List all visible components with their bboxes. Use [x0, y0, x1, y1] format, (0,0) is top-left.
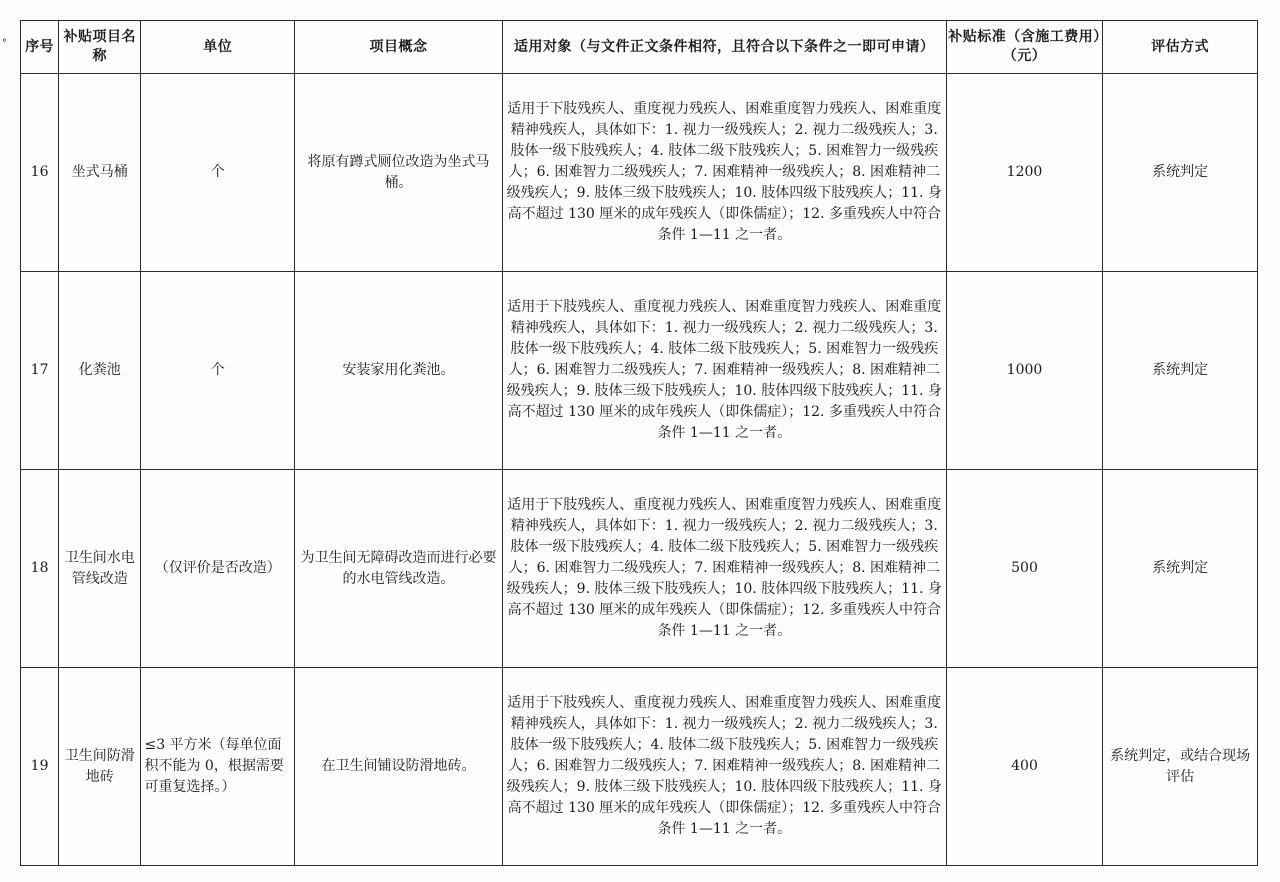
header-unit: 单位	[141, 21, 295, 74]
row-standard: 1200	[946, 74, 1103, 272]
row-unit: ≤3 平方米（每单位面积不能为 0，根据需要可重复选择。）	[141, 668, 295, 866]
table-header-row	[21, 21, 1258, 74]
table-row	[21, 74, 1258, 272]
subsidy-table	[20, 20, 1258, 866]
row-method: 系统判定，或结合现场评估	[1103, 668, 1258, 866]
header-target: 适用对象（与文件正文条件相符，且符合以下条件之一即可申请）	[502, 21, 946, 74]
row-no: 16	[21, 74, 59, 272]
row-method: 系统判定	[1103, 470, 1258, 668]
row-concept: 为卫生间无障碍改造而进行必要的水电管线改造。	[295, 470, 503, 668]
row-unit: 个	[141, 74, 295, 272]
row-standard: 1000	[946, 272, 1103, 470]
row-concept: 在卫生间铺设防滑地砖。	[295, 668, 503, 866]
table-row	[21, 470, 1258, 668]
row-unit: （仅评价是否改造）	[141, 470, 295, 668]
row-target: 适用于下肢残疾人、重度视力残疾人、困难重度智力残疾人、困难重度精神残疾人，具体如下：1. 视力一级残疾人；2. 视力二级残疾人；3. 肢体一级下肢残疾人；4. 肢体二级下肢残疾人；5. 困难智力一级残疾人；6. 困难智力二级残疾人；7. 困难精神一级残疾人；8. 困难精神二级残疾人；9. 肢体三级下肢残疾人；10. 肢体四级下肢残疾人；11. 身高不超过 130 厘米的成年残疾人（即侏儒症）；12. 多重残疾人中符合条件 1—11 之一者。	[502, 272, 946, 470]
row-target: 适用于下肢残疾人、重度视力残疾人、困难重度智力残疾人、困难重度精神残疾人，具体如下：1. 视力一级残疾人；2. 视力二级残疾人；3. 肢体一级下肢残疾人；4. 肢体二级下肢残疾人；5. 困难智力一级残疾人；6. 困难智力二级残疾人；7. 困难精神一级残疾人；8. 困难精神二级残疾人；9. 肢体三级下肢残疾人；10. 肢体四级下肢残疾人；11. 身高不超过 130 厘米的成年残疾人（即侏儒症）；12. 多重残疾人中符合条件 1—11 之一者。	[502, 668, 946, 866]
margin-mark: °	[2, 38, 7, 49]
row-no: 18	[21, 470, 59, 668]
row-name: 卫生间水电管线改造	[59, 470, 141, 668]
row-name: 化粪池	[59, 272, 141, 470]
header-name: 补贴项目名称	[59, 21, 141, 74]
row-target: 适用于下肢残疾人、重度视力残疾人、困难重度智力残疾人、困难重度精神残疾人，具体如下：1. 视力一级残疾人；2. 视力二级残疾人；3. 肢体一级下肢残疾人；4. 肢体二级下肢残疾人；5. 困难智力一级残疾人；6. 困难智力二级残疾人；7. 困难精神一级残疾人；8. 困难精神二级残疾人；9. 肢体三级下肢残疾人；10. 肢体四级下肢残疾人；11. 身高不超过 130 厘米的成年残疾人（即侏儒症）；12. 多重残疾人中符合条件 1—11 之一者。	[502, 74, 946, 272]
row-method: 系统判定	[1103, 74, 1258, 272]
header-method: 评估方式	[1103, 21, 1258, 74]
header-concept: 项目概念	[295, 21, 503, 74]
row-no: 19	[21, 668, 59, 866]
row-standard: 500	[946, 470, 1103, 668]
table-row	[21, 272, 1258, 470]
row-concept: 安装家用化粪池。	[295, 272, 503, 470]
header-no: 序号	[21, 21, 59, 74]
row-name: 卫生间防滑地砖	[59, 668, 141, 866]
row-unit: 个	[141, 272, 295, 470]
header-standard: 补贴标准（含施工费用）（元）	[946, 21, 1103, 74]
row-no: 17	[21, 272, 59, 470]
row-method: 系统判定	[1103, 272, 1258, 470]
row-concept: 将原有蹲式厕位改造为坐式马桶。	[295, 74, 503, 272]
row-name: 坐式马桶	[59, 74, 141, 272]
row-target: 适用于下肢残疾人、重度视力残疾人、困难重度智力残疾人、困难重度精神残疾人，具体如下：1. 视力一级残疾人；2. 视力二级残疾人；3. 肢体一级下肢残疾人；4. 肢体二级下肢残疾人；5. 困难智力一级残疾人；6. 困难智力二级残疾人；7. 困难精神一级残疾人；8. 困难精神二级残疾人；9. 肢体三级下肢残疾人；10. 肢体四级下肢残疾人；11. 身高不超过 130 厘米的成年残疾人（即侏儒症）；12. 多重残疾人中符合条件 1—11 之一者。	[502, 470, 946, 668]
row-standard: 400	[946, 668, 1103, 866]
table-row	[21, 668, 1258, 866]
